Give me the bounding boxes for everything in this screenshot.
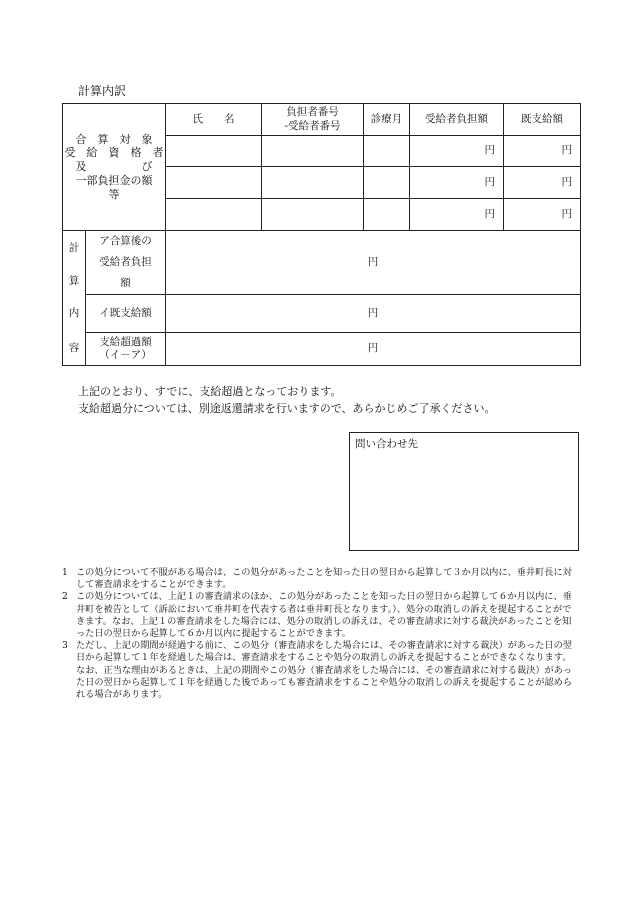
- calc-label-line: （イ－ア）: [99, 349, 152, 361]
- calc-label-line: ア合算後の: [99, 235, 152, 247]
- calc-value-paid[interactable]: 円: [166, 295, 581, 333]
- burden-cell[interactable]: 円: [410, 167, 504, 199]
- side-label-cell: [63, 231, 86, 295]
- calc-label-line: 支給超過額: [99, 335, 152, 348]
- month-cell[interactable]: [364, 167, 410, 199]
- calc-label-line: 額: [120, 277, 131, 289]
- header-number-line2: -受給者番号: [284, 119, 341, 132]
- header-burden: 受給者負担額: [410, 104, 504, 136]
- calculation-table: [62, 103, 581, 366]
- note-text: この処分について不服がある場合は、この処分があったことを知った日の翌日から起算して３か月以内に、垂井町長に対して審査請求をすることができます。: [76, 567, 572, 591]
- note-number: 1: [62, 567, 68, 578]
- header-number-line1: 負担者番号: [286, 106, 339, 119]
- notice-text: [78, 383, 496, 417]
- note-item: [62, 567, 580, 591]
- side-label-cell: [63, 333, 86, 366]
- header-row: [63, 104, 581, 136]
- number-cell[interactable]: [262, 136, 364, 167]
- number-cell[interactable]: [262, 199, 364, 231]
- notes-section: [62, 567, 580, 701]
- burden-cell[interactable]: 円: [410, 136, 504, 167]
- burden-cell[interactable]: 円: [410, 199, 504, 231]
- notice-line: 支給超過分については、別途返還請求を行いますので、あらかじめご了承ください。: [78, 402, 496, 415]
- calc-label-after-sum: [86, 231, 166, 295]
- name-cell[interactable]: [166, 136, 262, 167]
- side-char: 計: [68, 241, 80, 254]
- calc-value-after-sum[interactable]: 円: [166, 231, 581, 295]
- calc-value-excess[interactable]: 円: [166, 333, 581, 366]
- note-text: この処分については、上記１の審査請求のほか、この処分があったことを知った日の翌日から起算して６か月以内に、垂井町を被告として（訴訟において垂井町を代表する者は垂井町長となります。）、処分の取消しの訴えを提起することができます。なお、上記１の審査請求をした場合には、処分の取消しの訴えは、その審査請求に対する裁決があったことを知った日の翌日から起算して６か月以内に提起することができます。: [76, 591, 572, 640]
- side-label-cell: [63, 295, 86, 333]
- month-cell[interactable]: [364, 136, 410, 167]
- note-item: [62, 640, 580, 701]
- side-char: 算: [68, 274, 80, 287]
- calc-label-excess: [86, 333, 166, 366]
- header-name: 氏 名: [166, 104, 262, 136]
- calc-row-excess: [63, 333, 581, 366]
- target-label-cell: [63, 104, 166, 231]
- month-cell[interactable]: [364, 199, 410, 231]
- note-number: 3: [62, 640, 68, 652]
- calc-label-paid: イ既支給額: [86, 295, 166, 333]
- header-month: 診療月: [364, 104, 410, 136]
- target-label-line: 受 給 資 格 者: [64, 146, 164, 160]
- calc-row-after-sum: [63, 231, 581, 295]
- note-item: [62, 591, 580, 640]
- name-cell[interactable]: [166, 199, 262, 231]
- target-label-line: 等: [108, 187, 120, 201]
- name-cell[interactable]: [166, 167, 262, 199]
- header-number: [262, 104, 364, 136]
- note-text: ただし、上記の期間が経過する前に、この処分（審査請求をした場合には、その審査請求に対する裁決）があった日の翌日から起算して１年を経過した場合は、審査請求をすることや処分の取消しの訴えを提起することができなくなります。なお、正当な理由があるときは、上記の期間やこの処分（審査請求をした場合には、その審査請求に対する裁決）があった日の翌日から起算して１年を経過した後であっても審査請求をすることや処分の取消しの訴えを提起することが認められる場合があります。: [76, 640, 573, 701]
- paid-cell[interactable]: 円: [504, 167, 581, 199]
- target-label-line: 及 び: [75, 160, 153, 174]
- notice-line: 上記のとおり、すでに、支給超過となっております。: [78, 385, 342, 398]
- calc-label-line: 受給者負担: [99, 256, 152, 268]
- target-label-line: 合 算 対 象: [75, 132, 153, 146]
- section-title: 計算内訳: [78, 84, 127, 98]
- calc-row-paid: [63, 295, 581, 333]
- number-cell[interactable]: [262, 167, 364, 199]
- paid-cell[interactable]: 円: [504, 136, 581, 167]
- contact-box: [349, 432, 579, 551]
- note-number: 2: [62, 591, 68, 603]
- header-paid: 既支給額: [504, 104, 581, 136]
- side-char: 内: [68, 306, 80, 319]
- side-char: 容: [68, 342, 80, 355]
- paid-cell[interactable]: 円: [504, 199, 581, 231]
- target-label-line: 一部負担金の額: [75, 173, 153, 187]
- contact-label: 問い合わせ先: [355, 438, 418, 450]
